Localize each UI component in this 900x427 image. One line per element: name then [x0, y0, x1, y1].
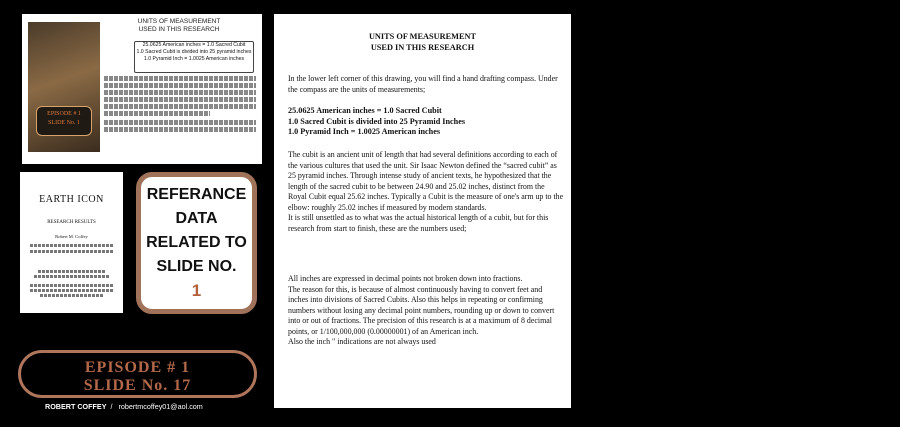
cover-text-line: [30, 250, 113, 253]
badge-text: [141, 183, 252, 279]
thumbnail-episode-line: EPISODE # 1: [47, 111, 81, 117]
author-credit: [45, 402, 285, 411]
cover-text-line: [30, 244, 113, 247]
thumbnail-unit-line: 1.0 Sacred Cubit is divided into 25 pyramid inches: [136, 49, 252, 55]
heading-line: UNITS OF MEASUREMENT: [368, 32, 477, 41]
badge-line: SLIDE NO.: [156, 258, 237, 275]
thumbnail-title-line: UNITS OF MEASUREMENT: [137, 18, 221, 25]
cover-text-line: [30, 289, 113, 292]
decimal-paragraph: All inches are expressed in decimal points not broken down into fractions.: [288, 274, 523, 283]
heading-line: USED IN THIS RESEARCH: [370, 42, 475, 52]
cover-text-line: [38, 270, 105, 273]
cover-text-line: [30, 284, 113, 287]
cover-text-line: [40, 294, 103, 297]
document-page: [274, 14, 571, 408]
unit-definition: 1.0 Pyramid Inch = 1.0025 American inches: [288, 127, 441, 136]
cover-subtitle: RESEARCH RESULTS: [47, 220, 96, 225]
reason-paragraph: The reason for this, is because of almost continuously having to convert feet and inches into divisions of Sacred Cubits. Also this helps in repeating or confirming numbers without losing any decimal point numbers, rounding up or down to convert into or out of fractions. The precision of this research is at a maximum of 8 decimal points, or 1/100,000,000 (0.00000001) of an American inch.: [288, 284, 555, 336]
thumbnail-slide-line: SLIDE No. 1: [48, 120, 80, 126]
thumbnail-title: [104, 18, 254, 34]
unsettled-paragraph: It is still unsettled as to what was the actual historical length of a cubit, but for this research from start to finish, these are the numbers used;: [288, 213, 549, 233]
badge-line: RELATED TO: [146, 234, 247, 251]
cubit-paragraph: The cubit is an ancient unit of length that had several definitions according to each of the various cultures that used the unit. Sir Isaac Newton defined the “sacred cubit” as 25 pyramid inches. Through intense study of ancient texts, he hypothesized that the length of the sacred cubit to be between 24.90 and 25.02 inches, distinct from the Royal Cubit equal 25.62 inches. Typically a Cubit is the measure of one's arm up to the elbow: roughly 25.02 inches if measured by modern standards.: [288, 150, 564, 212]
intro-paragraph: In the lower left corner of this drawing, you will find a hand drafting compass. Under the compass are the units of measurements;: [288, 74, 558, 94]
author-name: ROBERT COFFEY: [45, 402, 107, 411]
inch-note: Also the inch " indications are not always used: [288, 337, 436, 346]
episode-banner: [18, 350, 257, 398]
episode-label: EPISODE # 1: [84, 359, 191, 376]
unit-definition: 25.0625 American inches = 1.0 Sacred Cubit: [288, 106, 442, 115]
badge-line: DATA: [175, 210, 218, 227]
cubit-section: [288, 150, 564, 234]
thumbnail-episode-label: [36, 106, 92, 136]
thumbnail-units-box: [134, 41, 254, 73]
book-cover-card[interactable]: [20, 172, 123, 313]
cover-text-line: [34, 275, 109, 278]
document-heading: [274, 32, 571, 53]
drawing-image: [28, 22, 100, 152]
author-email[interactable]: robertmcoffey01@aol.com: [118, 402, 203, 411]
thumbnail-unit-line: 1.0 Pyramid Inch = 1.0025 American inches: [143, 56, 245, 62]
credit-separator: /: [108, 402, 117, 411]
cover-title: EARTH ICON: [39, 194, 104, 205]
thumbnail-paragraph: [104, 76, 256, 132]
units-list: [288, 106, 564, 138]
decimal-section: [288, 274, 564, 348]
slide-number-label: SLIDE No. 17: [83, 377, 192, 394]
badge-line: REFERANCE: [146, 186, 247, 203]
badge-number: 1: [191, 281, 202, 300]
thumbnail-unit-line: 25.0625 American inches = 1.0 Sacred Cubit: [142, 42, 246, 48]
slide-thumbnail[interactable]: [22, 14, 262, 164]
reference-data-badge[interactable]: [136, 172, 257, 314]
cover-author: Robert M. Coffey: [55, 234, 88, 239]
thumbnail-title-line: USED IN THIS RESEARCH: [138, 26, 220, 33]
unit-definition: 1.0 Sacred Cubit is divided into 25 Pyramid Inches: [288, 116, 466, 126]
